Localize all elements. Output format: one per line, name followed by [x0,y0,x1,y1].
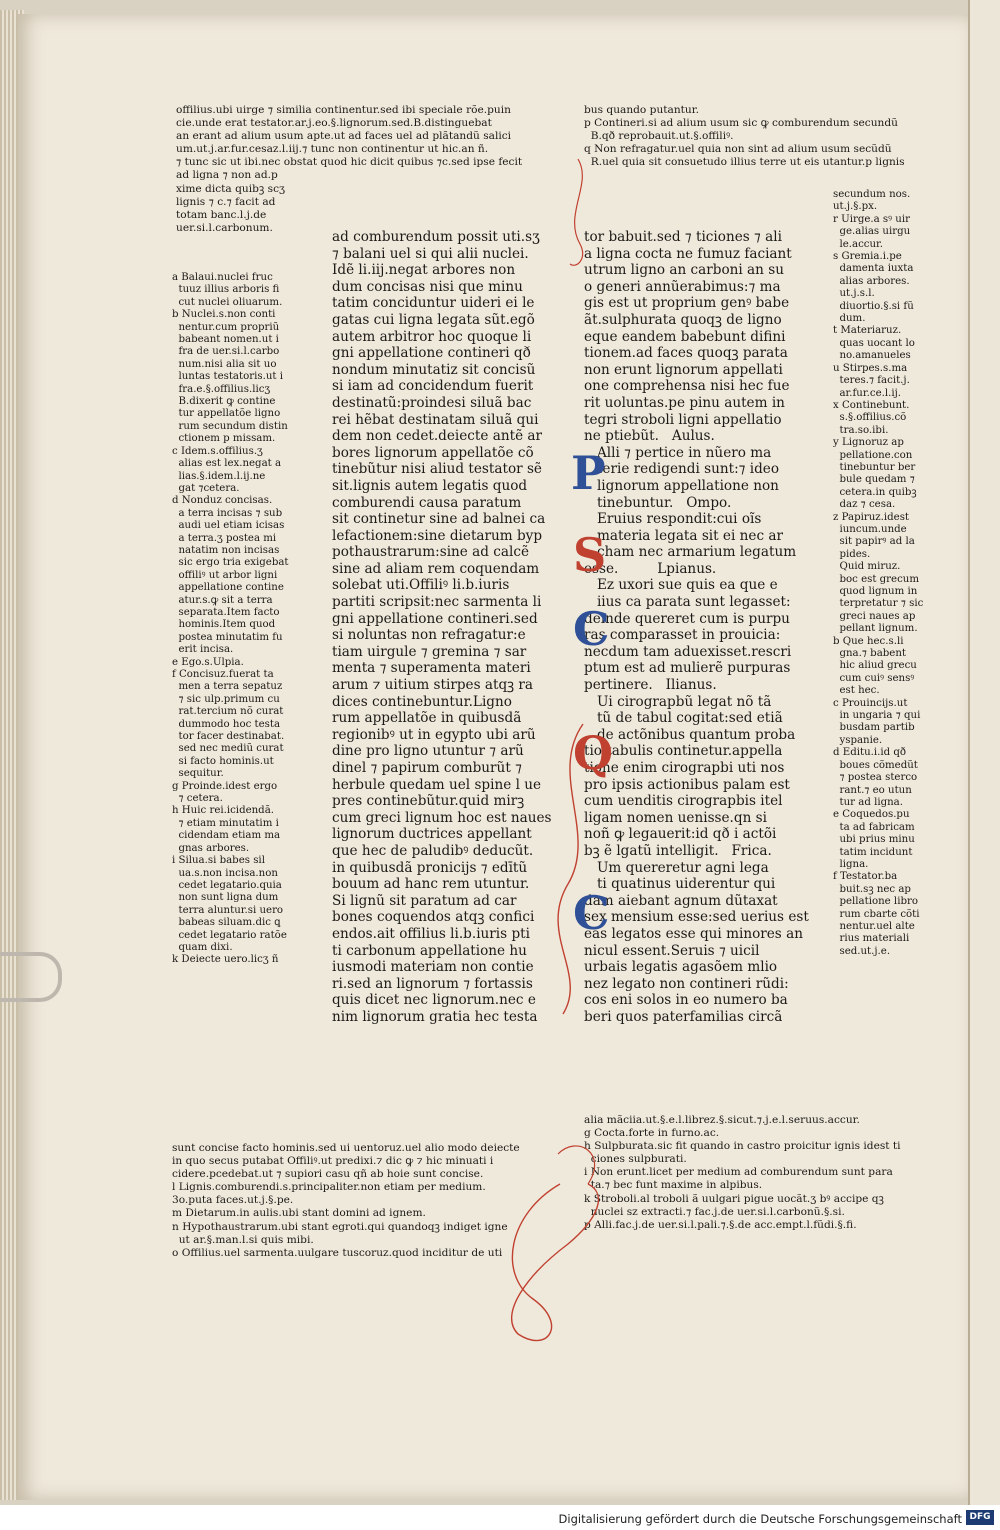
red-flourish-icon [488,714,628,1354]
initial-s: S [573,528,607,582]
initial-q: Q [573,726,614,780]
gloss-top-left: offilius.ubi uirge ⁊ similia continentur.sed ibi speciale rõe.puin cie.unde erat testator.ar.ϳ.eo.§.lignorum.sed.B.distinguebat an erant ad alium usum apte.ut ad faces uel ad plãtandũ salici um.ut.ϳ.ar.fur.cesaz.l.iij.⁊ tunc non continentur ut hic.an ñ. ⁊ tunc sic ut ibi.nec obstat quod hic dicit quibus ⁊c.sed ipse fecit ad ligna ⁊ non ad.p xime dicta quibꝫ scʒ lignis ⁊ c.⁊ facit ad totam banc.l.ϳ.de uer.si.l.carbonum. [176,104,523,234]
dfg-logo: DFG [966,1510,994,1525]
initial-c: C [573,886,610,940]
red-flourish-small-icon [558,154,598,274]
initial-u: C [573,602,610,656]
gloss-bottom-left: sunt concise facto hominis.sed ui uentoruz.uel alio modo deiecte in quo secus putabat Offiliꝰ.ut predixi.⁊ dic ꝙ ⁊ hic minuati i cidere.pcedebat.ut ⁊ supiori casu qñ ab hoie sunt concise. l Lignis.comburendi.s.principaliter.non etiam per medium. 3o.puta faces.ut.ϳ.§.pe. m Dietarum.in aulis.ubi stant domini ad ignem. n Hypothaustrarum.ubi stant egroti.qui quandoqꝫ indiget igne ut ar.§.man.l.si quis mibi. o Offilius.uel sarmenta.uulgare tuscoruz.quod inciditur de uti [172,1142,520,1259]
gloss-left-margin: a Balaui.nuclei fruc tuuz illius arboris fi cut nuclei oliuarum. b Nuclei.s.non conti nentur.cum propriũ babeant nomen.ut i fra de uer.si.l.carbo num.nisi alia sit uo luntas testatoris.ut i fra.e.§.offilius.licʒ B.dixerit ꝙ contine tur appellatõe ligno rum secundum distin ctionem p missam. c Idem.s.offilius.ʒ alias est lex.negat a lias.§.idem.l.ij.ne gat ⁊cetera. d Nonduz concisas. a terra incisas ⁊ sub audi uel etiam icisas a terra.ʒ postea mi natatim non incisas sic ergo tria exigebat offiliꝰ ut arbor ligni appellatione contine atur.s.ꝙ sit a terra separata.Item facto hominis.Item quod postea minutatim fu erit incisa. e Ego.s.Ulpia. f Concisuz.fuerat ta men a terra sepatuz ⁊ sic ulp.primum cu rat.tercium nõ curat dummodo hoc testa tor facer destinabat. sed nec mediũ curat si facto hominis.ut sequitur. g Proinde.idest ergo ⁊ cetera. h Huic rei.icidendã. ⁊ etiam minutatim i cidendam etiam ma gnas arbores. i Silua.si babes sil ua.s.non incisa.non cedet legatario.quia non sunt ligna dum terra aluntur.si uero babeas siluam.dic ꝗ cedet legatario ratõe quam dixi. k Deiecte uero.licʒ ñ [172,272,289,966]
facing-page-edge [968,0,1000,1510]
book-clasp [0,952,62,1002]
gloss-top-right: bus quando putantur. p Contineri.si ad alium usum sic ꝙ comburendum secundũ B.qð reprobauit.ut.§.offiliꝰ. q Non refragatur.uel quia non sint ad alium usum secũdũ R.uel quia sit consuetudo illius terre ut eis utantur.p lignis [584,104,905,169]
book-page [18,14,968,1500]
gloss-bottom-right: alia mãciia.ut.§.e.l.librez.§.sicut.⁊.ϳ.e.l.seruus.accur. g Cocta.forte in furno.ac. h Sulpburata.sic fit quando in castro proicitur ignis idest ti ciones sulpburati. i Non erunt.licet per medium ad comburendum sunt para ta.⁊ bec funt maxime in alpibus. k Stroboli.al troboli ã uulgari pigue uocãt.ʒ bꝰ accipe qꝫ nuclei sz extracti.⁊ fac.ϳ.de uer.si.l.carbonũ.§.si. p Alli.fac.ϳ.de uer.si.l.pali.⁊.§.de acc.empt.l.fũdi.§.fi. [584,1114,901,1231]
gloss-right-margin: secundum nos. ut.ϳ.§.px. r Uirge.a sꝰ uir ge.alias uirgu le.accur. s Gremia.i.pe damenta iuxta alias arbores. ut.ϳ.s.l. diuortio.§.si fũ dum. t Materiaruz. quas uocant lo no.amanueles u Stirpes.s.ma teres.⁊ facit.ϳ. ar.fur.ce.l.ij. x Continebunt. s.§.offilius.cõ tra.so.ibi. y Lignoruz ap pellatione.con tinebuntur ber bule quedam ⁊ cetera.in quibꝫ daz ⁊ cesa. z Papiruz.idest iuncum.unde sit papirꝰ ad la pides. Quid miruz. boc est grecum quod lignum in terpretatur ⁊ sic greci naues ap pellant lignum. b Que hec.s.li gna.⁊ babent hic aliud grecu cum cuiꝰ sensꝰ est hec. c Prouincijs.ut in ungaria ⁊ qui busdam partib yspanie. d Editu.i.id qð boues cõmedũt ⁊ postea sterco rant.⁊ eo utun tur ad ligna. e Coquedos.pu ta ad fabricam ubi prius minu tatim incidunt ligna. f Testator.ba buit.sꝫ nec ap pellatione libro rum cbarte cõti nentur.uel alte rius materiali sed.ut.ϳ.e. [833,189,924,957]
main-text-column-2: tor babuit.sed ⁊ ticiones ⁊ ali a ligna cocta ne fumuz faciant utrum ligno an carboni an su o generi annũerabimus:⁊ ma gis est ut proprium genꝰ babe ãt.sulphurata quoqꝫ de ligno eque eandem babebunt difini tionem.ad faces quoqꝫ parata non erunt lignorum appellati one comprehensa nisi hec fue rit uoluntas.pe pinu autem in tegri stroboli ligni appellatio ne ptiebũt. Aulus. Alli ⁊ pertice in nũero ma terie redigendi sunt:⁊ ideo lignorum appellatione non tinebuntur. Ompo. Eruius respondit:cui oĩs materia legata sit ei nec ar cham nec armarium legatum esse. Lpianus. Ez uxori sue quis ea que e iius ca parata sunt legasset: deinde quereret cum is purpu ras comparasset in prouicia: necdum tam aduexisset.rescri ptum est ad mulierẽ purpuras pertinere. Ilianus. Ui cirograpbũ legat nõ tã tũ de tabul cogitat:sed etiã de actõnibus quantum proba tio tabulis continetur.appella tione enim cirograpbi uti nos pro ipsis actionibus palam est cum uenditis cirograpbis itel ligam nomen uenisse.qn si noñ ꝙ legauerit:id qð i actõi bꝫ ẽ lgatũ intelligit. Frica. Um quereretur agni lega ti quatinus uiderentur qui dam aiebant agnum dũtaxat sex mensium esse:sed uerius est eas legatos esse qui minores an nicul essent.Seruis ⁊ uicil urbais legatis agasõem mlio nez legato non contineri rũdi: cos eni solos in eo numero ba beri quos paterfamilias circã [584,229,809,1025]
footer-credit: Digitalisierung gefördert durch die Deutsche Forschungsgemeinschaft [558,1512,962,1526]
initial-p: P [571,446,606,500]
main-text-column-1: ad comburendum possit uti.sʒ ⁊ balani uel si qui alii nuclei. Idẽ li.iij.negat arbores non dum concisas nisi que minu tatim conciduntur uideri ei le gatas cui ligna legata sũt.egõ autem arbitror hoc quoque li gni appellatione contineri qð nondum minutatiz sit concisũ si iam ad concidendum fuerit destinatũ:proindesi siluã bac rei hẽbat destinatam siluã qui dem non cedet.deiecte antẽ ar bores lignorum appellatõe cõ tinebũtur nisi aliud testator sẽ sit.lignis autem legatis quod comburendi causa paratum sit continetur sine ad balnei ca lefactionem:sine dietarum byp pothaustrarum:sine ad calcẽ sine ad aliam rem coquendam solebat uti.Offiliꝰ li.b.iuris partiti scripsit:nec sarmenta li gni appellatione contineri.sed si noluntas non refragatur:e tiam uirgule ⁊ gremina ⁊ sar menta ⁊ superamenta materi arum ⁊ uitium stirpes atqꝫ ra dices continebuntur.Ligno rum appellatõe in quibusdã regionibꝰ ut in egypto ubi arũ dine pro ligno utuntur ⁊ arũ dinel ⁊ papirum comburũt ⁊ herbule quedam uel spine l ue pres continebũtur.quid mirꝫ cum greci lignum hoc est naues lignorum ductrices appellant que hec de paludibꝰ deducũt. in quibusdã pronicijs ⁊ edītũ bouum ad hanc rem utuntur. Si lignũ sit paratum ad car bones coquendos atqꝫ confici endos.ait offilius li.b.iuris pti ti carbonum appellatione hu iusmodi materiam non contie ri.sed an lignorum ⁊ fortassis quis dicet nec lignorum.nec e nim lignorum gratia hec testa [332,229,552,1025]
footer-bar [0,1505,1000,1530]
